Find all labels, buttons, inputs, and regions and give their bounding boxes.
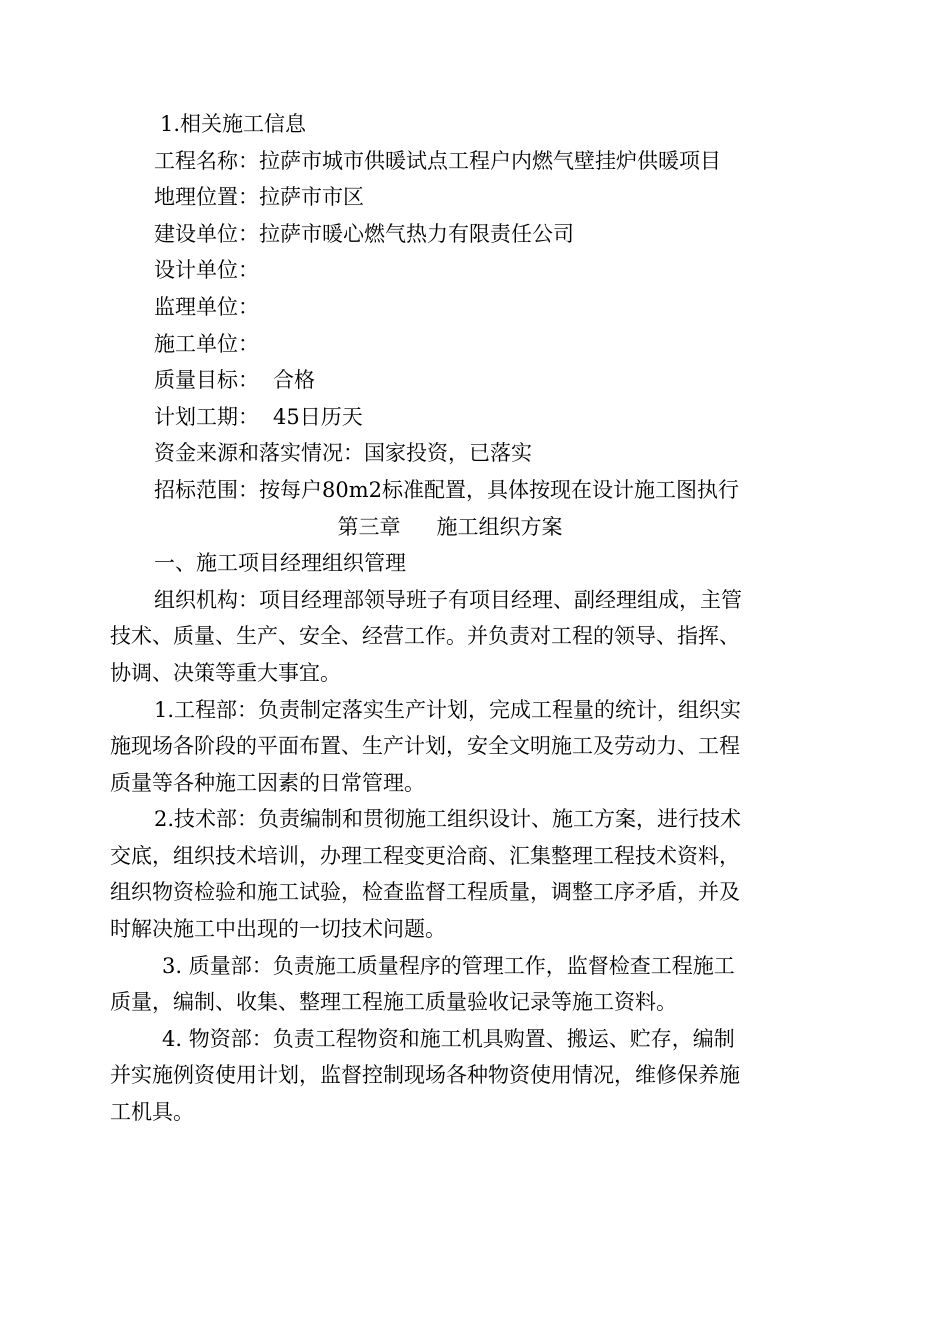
planned-duration [110,399,750,436]
bidding-scope: 招标范围：按每户80m2标准配置，具体按现在设计施工图执行 [154,477,739,502]
materials-dept-paragraph: 4. 物资部：负责工程物资和施工机具购置、搬运、贮存，编制并实施例资使用计划，监督控制现场各种物资使用情况，维修保养施工机具。 [110,1026,740,1125]
management-heading: 一、施工项目经理组织管理 [154,551,406,576]
quality-dept-paragraph: 3. 质量部：负责施工质量程序的管理工作，监督检查工程施工质量，编制、收集、整理工程施工质量验收记录等施工资料。 [110,953,735,1015]
project-location: 地理位置：拉萨市市区 [154,185,364,210]
section-title: 1.相关施工信息 [160,112,307,136]
funding-source: 资金来源和落实情况：国家投资，已落实 [154,441,532,466]
engineering-dept-paragraph: 1.工程部：负责制定落实生产计划，完成工程量的统计，组织实施现场各阶段的平面布置、生产计划，安全文明施工及劳动力、工程质量等各种施工因素的日常管理。 [110,697,742,795]
quality-target [110,362,750,399]
schedule-label: 计划工期： [154,404,259,429]
project-supervisor: 监理单位： [154,294,259,319]
quality-value: 合格 [273,368,315,393]
project-owner: 建设单位：拉萨市暖心燃气热力有限责任公司 [154,221,574,246]
organization-paragraph: 组织机构：项目经理部领导班子有项目经理、副经理组成，主管技术、质量、生产、安全、经营工作。并负责对工程的领导、指挥、协调、决策等重大事宜。 [110,587,742,685]
schedule-value: 45日历天 [273,404,363,429]
project-designer: 设计单位： [154,258,259,283]
chapter-number: 第三章 [337,514,401,539]
chapter-title: 施工组织方案 [436,514,563,539]
project-contractor: 施工单位： [154,331,259,356]
document-body [110,106,750,1131]
project-name: 工程名称：拉萨市城市供暖试点工程户内燃气壁挂炉供暖项目 [154,148,721,173]
technical-dept-paragraph: 2.技术部：负责编制和贯彻施工组织设计、施工方案，进行技术交底，组织技术培训，办理工程变更洽商、汇集整理工程技术资料，组织物资检验和施工试验，检查监督工程质量，调整工序矛盾，并及时解决施工中出现的一切技术问题。 [110,807,742,942]
quality-label: 质量目标： [154,368,259,393]
chapter-heading [110,509,750,546]
